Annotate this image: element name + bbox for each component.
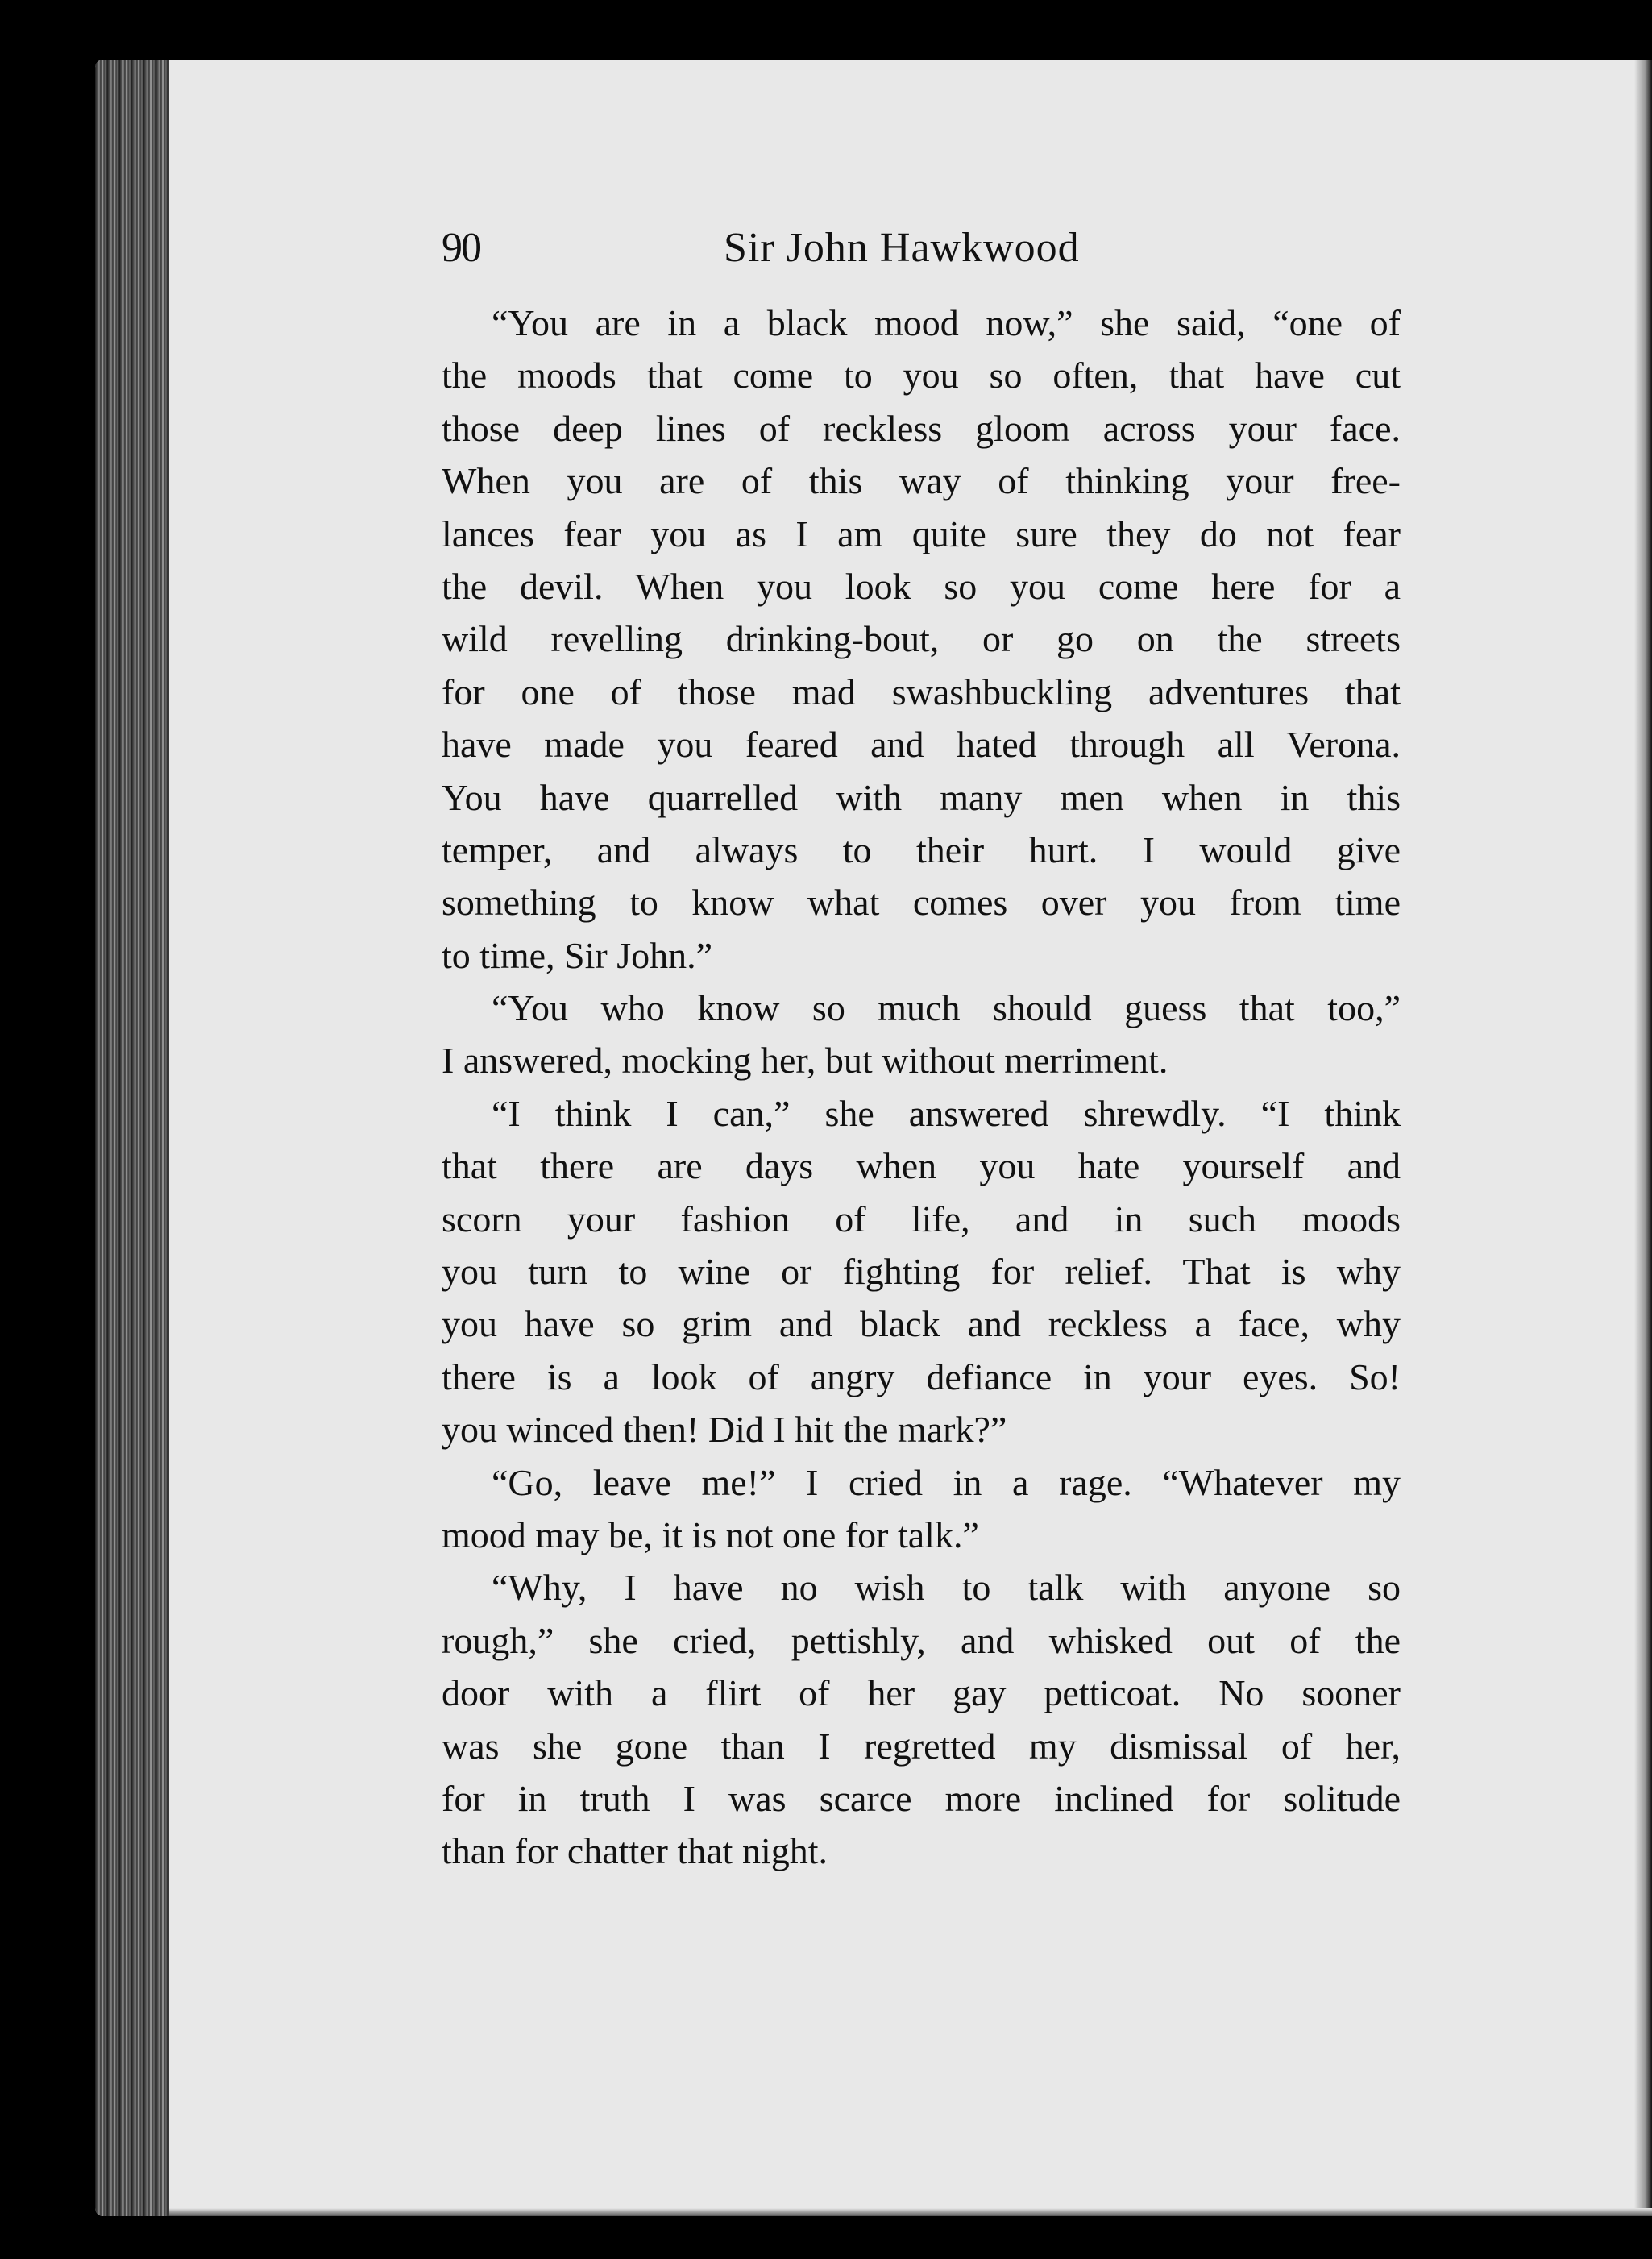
text-line: rough,” she cried, pettishly, and whisked out of the — [442, 1619, 1401, 1661]
text-line: I answered, mocking her, but without merriment. — [442, 1040, 1168, 1082]
text-line: mood may be, it is not one for talk.” — [442, 1514, 979, 1555]
text-line: than for chatter that night. — [442, 1830, 828, 1872]
text-line: the moods that come to you so often, that have cut — [442, 355, 1401, 397]
bottom-edge-shadow — [169, 2208, 1652, 2216]
text-line: for in truth I was scarce more inclined for solitude — [442, 1777, 1401, 1819]
page-edges — [95, 60, 169, 2216]
running-title: Sir John Hawkwood — [724, 225, 1080, 271]
text-line: the devil. When you look so you come here for a — [442, 565, 1401, 607]
gutter-shadow — [1634, 60, 1652, 2216]
text-line: to time, Sir John.” — [442, 934, 713, 976]
text-line: you winced then! Did I hit the mark?” — [442, 1409, 1007, 1451]
text-line: “Go, leave me!” I cried in a rage. “Whatever my — [492, 1461, 1401, 1503]
text-line: “Why, I have no wish to talk with anyone so — [492, 1567, 1401, 1609]
text-line: that there are days when you hate yourself and — [442, 1145, 1401, 1187]
text-line: “You who know so much should guess that too,” — [492, 987, 1401, 1029]
body-text — [442, 297, 1401, 1878]
text-line: “You are in a black mood now,” she said, “one of — [492, 302, 1401, 343]
text-line: temper, and always to their hurt. I would give — [442, 828, 1401, 870]
text-line: you have so grim and black and reckless a face, why — [442, 1303, 1401, 1345]
running-head — [442, 224, 1401, 280]
text-line: lances fear you as I am quite sure they do not fear — [442, 513, 1401, 554]
text-line: you turn to wine or fighting for relief. That is why — [442, 1251, 1401, 1293]
text-line: for one of those mad swashbuckling adventures that — [442, 671, 1401, 712]
text-line: those deep lines of reckless gloom across your face. — [442, 407, 1401, 449]
text-line: door with a flirt of her gay petticoat. No sooner — [442, 1672, 1401, 1714]
text-line: “I think I can,” she answered shrewdly. “I think — [492, 1092, 1401, 1134]
text-line: You have quarrelled with many men when in this — [442, 776, 1401, 818]
text-line: something to know what comes over you from time — [442, 882, 1401, 924]
text-line: wild revelling drinking-bout, or go on the streets — [442, 618, 1401, 660]
text-line: have made you feared and hated through all Verona. — [442, 724, 1401, 766]
text-line: scorn your fashion of life, and in such moods — [442, 1198, 1401, 1240]
page-number: 90 — [442, 225, 480, 271]
text-line: was she gone than I regretted my dismissal of her, — [442, 1725, 1401, 1767]
text-line: When you are of this way of thinking your free- — [442, 460, 1401, 502]
text-line: there is a look of angry defiance in your eyes. So! — [442, 1356, 1401, 1397]
